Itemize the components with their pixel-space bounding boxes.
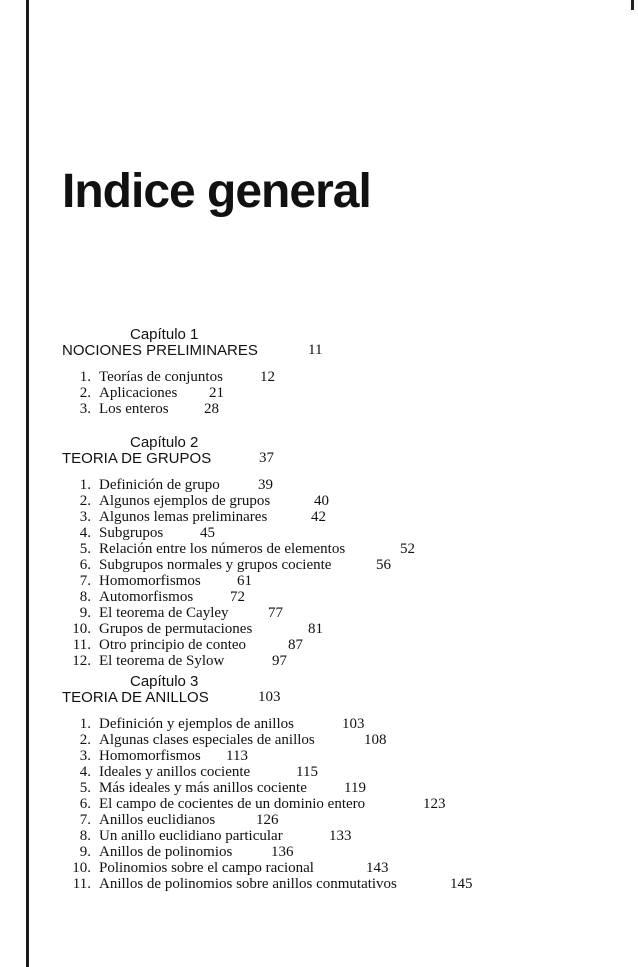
section-title: Grupos de permutaciones	[99, 621, 253, 637]
section-number: 8.	[79, 589, 91, 605]
section-list	[62, 716, 482, 892]
section-title: Algunas clases especiales de anillos	[99, 732, 315, 748]
section-title: Relación entre los números de elementos	[99, 541, 346, 557]
chapter-title: TEORIA DE ANILLOS	[62, 689, 209, 706]
section-item	[62, 369, 482, 385]
section-page: 115	[296, 764, 318, 780]
section-title: Los enteros	[99, 401, 169, 417]
scan-corner-mark	[631, 0, 634, 10]
section-page: 40	[314, 493, 329, 509]
section-number: 6.	[79, 557, 91, 573]
section-item	[62, 525, 482, 541]
section-item	[62, 605, 482, 621]
section-page: 87	[288, 637, 303, 653]
section-number: 10.	[72, 860, 91, 876]
section-title: El teorema de Sylow	[99, 653, 225, 669]
section-number: 2.	[79, 732, 91, 748]
chapter-1	[62, 326, 482, 417]
section-title: Más ideales y más anillos cociente	[99, 780, 307, 796]
chapter-heading	[62, 673, 482, 707]
section-title: Anillos euclidianos	[99, 812, 216, 828]
section-page: 81	[308, 621, 323, 637]
chapter-page: 37	[259, 450, 274, 466]
section-title: Anillos de polinomios	[99, 844, 233, 860]
section-page: 145	[450, 876, 473, 892]
section-item	[62, 589, 482, 605]
section-title: Ideales y anillos cociente	[99, 764, 251, 780]
chapter-page: 11	[308, 342, 323, 358]
section-title: Algunos ejemplos de grupos	[99, 493, 271, 509]
section-page: 123	[423, 796, 446, 812]
section-title: Subgrupos normales y grupos cociente	[99, 557, 332, 573]
section-page: 103	[342, 716, 365, 732]
page-title: Indice general	[62, 165, 371, 218]
section-item	[62, 653, 482, 669]
section-number: 9.	[79, 605, 91, 621]
section-title: El campo de cocientes de un dominio entero	[99, 796, 366, 812]
section-item	[62, 828, 482, 844]
section-number: 11.	[72, 876, 91, 892]
chapter-title: TEORIA DE GRUPOS	[62, 450, 212, 467]
chapter-label: Capítulo 3	[130, 673, 199, 690]
section-item	[62, 796, 482, 812]
section-item	[62, 637, 482, 653]
section-title: Homomorfismos	[99, 573, 201, 589]
chapter-label: Capítulo 1	[130, 326, 199, 343]
section-number: 5.	[79, 541, 91, 557]
chapter-title: NOCIONES PRELIMINARES	[62, 342, 258, 359]
section-item	[62, 541, 482, 557]
section-item	[62, 876, 482, 892]
chapter-label: Capítulo 2	[130, 434, 199, 451]
section-page: 12	[260, 369, 275, 385]
section-number: 2.	[79, 493, 91, 509]
section-number: 1.	[79, 369, 91, 385]
section-number: 1.	[79, 716, 91, 732]
section-page: 42	[311, 509, 326, 525]
section-page: 108	[364, 732, 387, 748]
section-page: 45	[200, 525, 215, 541]
section-item	[62, 621, 482, 637]
section-page: 97	[272, 653, 287, 669]
section-number: 7.	[79, 812, 91, 828]
section-page: 21	[209, 385, 224, 401]
section-title: Algunos lemas preliminares	[99, 509, 268, 525]
section-item	[62, 732, 482, 748]
section-page: 56	[376, 557, 391, 573]
section-item	[62, 573, 482, 589]
section-list	[62, 369, 482, 417]
section-title: Homomorfismos	[99, 748, 201, 764]
section-title: Un anillo euclidiano particular	[99, 828, 283, 844]
section-title: Definición de grupo	[99, 477, 220, 493]
chapter-heading	[62, 326, 482, 360]
section-number: 3.	[79, 748, 91, 764]
section-number: 10.	[72, 621, 91, 637]
section-item	[62, 716, 482, 732]
section-number: 1.	[79, 477, 91, 493]
section-number: 8.	[79, 828, 91, 844]
section-number: 3.	[79, 401, 91, 417]
section-page: 28	[204, 401, 219, 417]
chapter-3	[62, 673, 482, 892]
chapter-heading	[62, 434, 482, 468]
section-item	[62, 493, 482, 509]
section-item	[62, 401, 482, 417]
section-number: 4.	[79, 764, 91, 780]
page-spine-edge	[26, 0, 29, 967]
section-page: 39	[258, 477, 273, 493]
section-number: 3.	[79, 509, 91, 525]
section-page: 136	[271, 844, 294, 860]
section-item	[62, 385, 482, 401]
section-title: Definición y ejemplos de anillos	[99, 716, 294, 732]
section-item	[62, 860, 482, 876]
section-title: Subgrupos	[99, 525, 164, 541]
section-item	[62, 812, 482, 828]
section-page: 77	[268, 605, 283, 621]
section-number: 6.	[79, 796, 91, 812]
section-page: 119	[344, 780, 366, 796]
section-title: Anillos de polinomios sobre anillos conmutativos	[99, 876, 397, 892]
section-item	[62, 477, 482, 493]
section-item	[62, 780, 482, 796]
section-number: 11.	[72, 637, 91, 653]
section-page: 143	[366, 860, 389, 876]
section-item	[62, 557, 482, 573]
section-page: 52	[400, 541, 415, 557]
section-list	[62, 477, 482, 669]
section-page: 126	[256, 812, 279, 828]
chapter-2	[62, 434, 482, 669]
section-title: Teorías de conjuntos	[99, 369, 223, 385]
section-title: Aplicaciones	[99, 385, 178, 401]
section-page: 61	[237, 573, 252, 589]
chapter-page: 103	[258, 689, 281, 705]
section-number: 5.	[79, 780, 91, 796]
section-page: 133	[329, 828, 352, 844]
section-item	[62, 748, 482, 764]
section-title: Otro principio de conteo	[99, 637, 247, 653]
section-number: 2.	[79, 385, 91, 401]
section-number: 7.	[79, 573, 91, 589]
section-title: Automorfismos	[99, 589, 194, 605]
section-page: 72	[230, 589, 245, 605]
section-item	[62, 509, 482, 525]
section-number: 4.	[79, 525, 91, 541]
section-page: 113	[226, 748, 248, 764]
section-item	[62, 764, 482, 780]
section-title: Polinomios sobre el campo racional	[99, 860, 314, 876]
section-item	[62, 844, 482, 860]
section-number: 9.	[79, 844, 91, 860]
section-title: El teorema de Cayley	[99, 605, 229, 621]
section-number: 12.	[72, 653, 91, 669]
